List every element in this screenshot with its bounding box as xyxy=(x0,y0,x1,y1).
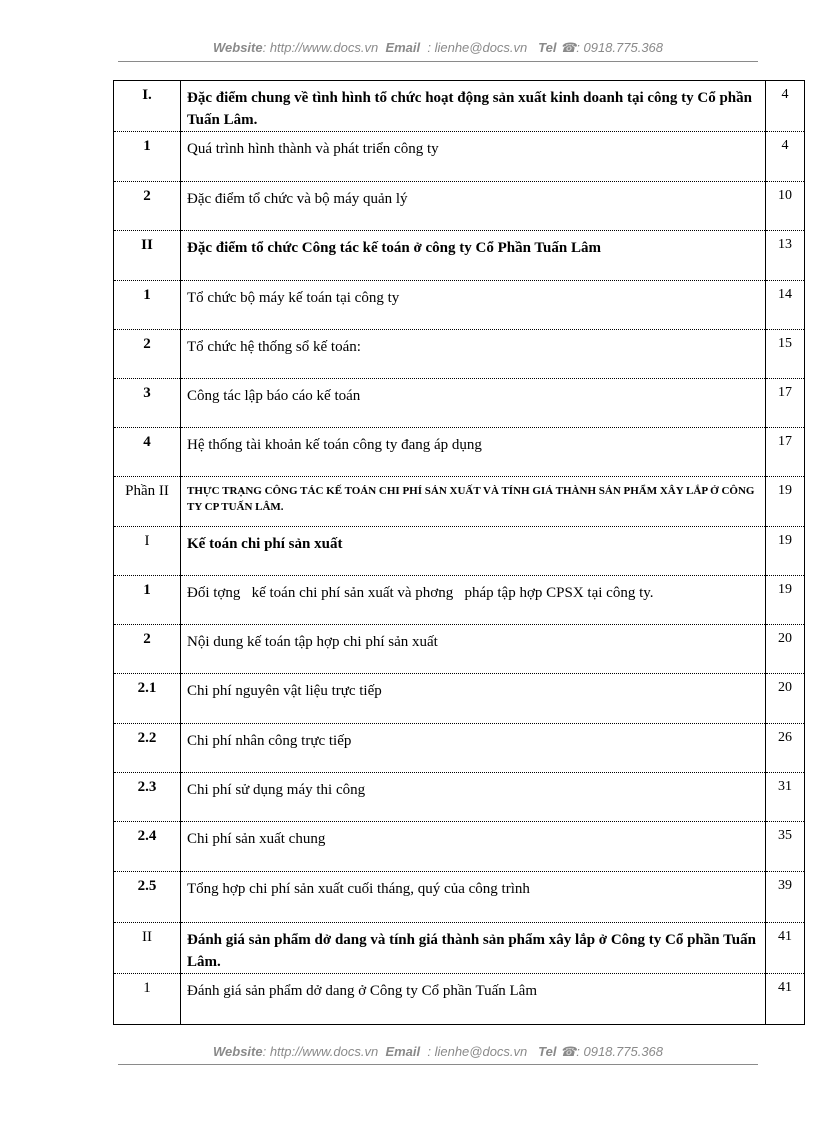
toc-title: Chi phí sử dụng máy thi công xyxy=(181,773,766,822)
toc-title: Công tác lập báo cáo kế toán xyxy=(181,379,766,428)
toc-number: 2 xyxy=(114,625,181,674)
toc-number: II xyxy=(114,231,181,281)
toc-title: Tổ chức bộ máy kế toán tại công ty xyxy=(181,281,766,330)
toc-page: 15 xyxy=(766,330,805,379)
toc-page: 19 xyxy=(766,477,805,527)
toc-number: 2.5 xyxy=(114,872,181,923)
toc-number: 1 xyxy=(114,576,181,625)
toc-number: 2.3 xyxy=(114,773,181,822)
footer-tel-label: Tel xyxy=(538,1044,557,1059)
toc-page: 41 xyxy=(766,923,805,974)
toc-title: THỰC TRẠNG CÔNG TÁC KẾ TOÁN CHI PHÍ SẢN XUẤT VÀ TÍNH GIÁ THÀNH SẢN PHẨM XÂY LẮP Ở CÔNG TY CP TUẤN LÂM. xyxy=(181,477,766,527)
toc-title: Chi phí nhân công trực tiếp xyxy=(181,724,766,773)
page-footer xyxy=(118,1044,758,1060)
header-website-value: : http://www.docs.vn xyxy=(262,40,379,55)
toc-title: Đặc điểm chung về tình hình tổ chức hoạt động sản xuất kinh doanh tại công ty Cổ phần Tuấn Lâm. xyxy=(181,81,766,132)
toc-title: Chi phí nguyên vật liệu trực tiếp xyxy=(181,674,766,724)
header-rule xyxy=(118,61,758,62)
toc-number: 2.2 xyxy=(114,724,181,773)
toc-page: 19 xyxy=(766,576,805,625)
table-row xyxy=(114,576,805,625)
toc-title: Đối tợng kế toán chi phí sản xuất và phơng pháp tập hợp CPSX tại công ty. xyxy=(181,576,766,625)
table-row xyxy=(114,872,805,923)
toc-page: 26 xyxy=(766,724,805,773)
toc-page: 14 xyxy=(766,281,805,330)
toc-page: 19 xyxy=(766,527,805,576)
toc-page: 31 xyxy=(766,773,805,822)
toc-page: 20 xyxy=(766,674,805,724)
toc-page: 13 xyxy=(766,231,805,281)
toc-number: 2.4 xyxy=(114,822,181,872)
toc-number: I xyxy=(114,527,181,576)
toc-table xyxy=(113,80,805,1025)
toc-title: Chi phí sản xuất chung xyxy=(181,822,766,872)
table-row xyxy=(114,674,805,724)
toc-page: 10 xyxy=(766,182,805,231)
toc-number: 1 xyxy=(114,974,181,1025)
table-row xyxy=(114,428,805,477)
toc-page: 35 xyxy=(766,822,805,872)
toc-title: Quá trình hình thành và phát triển công ty xyxy=(181,132,766,182)
toc-page: 41 xyxy=(766,974,805,1025)
header-email-label: Email xyxy=(385,40,421,55)
toc-number: 3 xyxy=(114,379,181,428)
toc-title: Đặc điểm tổ chức và bộ máy quản lý xyxy=(181,182,766,231)
table-row xyxy=(114,231,805,281)
toc-number: I. xyxy=(114,81,181,132)
toc-number: 1 xyxy=(114,281,181,330)
toc-number: 2 xyxy=(114,182,181,231)
header-tel-value: : 0918.775.368 xyxy=(576,40,664,55)
toc-page: 20 xyxy=(766,625,805,674)
table-row xyxy=(114,974,805,1025)
toc-page: 17 xyxy=(766,379,805,428)
toc-title: Tổng hợp chi phí sản xuất cuối tháng, quý của công trình xyxy=(181,872,766,923)
toc-page: 4 xyxy=(766,81,805,132)
header-website-label: Website xyxy=(212,40,263,55)
toc-title: Kế toán chi phí sản xuất xyxy=(181,527,766,576)
phone-icon: ☎ xyxy=(560,1044,577,1059)
toc-page: 4 xyxy=(766,132,805,182)
toc-number: II xyxy=(114,923,181,974)
table-row xyxy=(114,379,805,428)
table-row xyxy=(114,923,805,974)
toc-page: 17 xyxy=(766,428,805,477)
table-row xyxy=(114,822,805,872)
toc-number: Phần II xyxy=(114,477,181,527)
table-row xyxy=(114,81,805,132)
toc-number: 1 xyxy=(114,132,181,182)
toc-number: 4 xyxy=(114,428,181,477)
phone-icon: ☎ xyxy=(560,40,577,55)
toc-number: 2 xyxy=(114,330,181,379)
footer-tel-value: : 0918.775.368 xyxy=(576,1044,664,1059)
toc-title: Nội dung kế toán tập hợp chi phí sản xuất xyxy=(181,625,766,674)
footer-rule xyxy=(118,1064,758,1065)
toc-title: Đánh giá sản phẩm dở dang và tính giá thành sản phẩm xây lắp ở Công ty Cổ phần Tuấn Lâm. xyxy=(181,923,766,974)
header-tel-label: Tel xyxy=(538,40,557,55)
footer-email-label: Email xyxy=(385,1044,421,1059)
header-email-value: : lienhe@docs.vn xyxy=(427,40,528,55)
page-header xyxy=(118,40,758,56)
table-row xyxy=(114,182,805,231)
toc-title: Đặc điểm tổ chức Công tác kế toán ở công ty Cổ Phần Tuấn Lâm xyxy=(181,231,766,281)
table-row xyxy=(114,527,805,576)
table-row xyxy=(114,330,805,379)
table-row xyxy=(114,281,805,330)
toc-number: 2.1 xyxy=(114,674,181,724)
toc-page: 39 xyxy=(766,872,805,923)
table-row xyxy=(114,724,805,773)
footer-website-label: Website xyxy=(212,1044,263,1059)
table-row xyxy=(114,477,805,527)
footer-email-value: : lienhe@docs.vn xyxy=(427,1044,528,1059)
toc-title: Đánh giá sản phẩm dở dang ở Công ty Cổ phần Tuấn Lâm xyxy=(181,974,766,1025)
toc-title: Tổ chức hệ thống sổ kế toán: xyxy=(181,330,766,379)
footer-website-value: : http://www.docs.vn xyxy=(262,1044,379,1059)
table-row xyxy=(114,773,805,822)
toc-title: Hệ thống tài khoản kế toán công ty đang áp dụng xyxy=(181,428,766,477)
table-row xyxy=(114,132,805,182)
table-row xyxy=(114,625,805,674)
